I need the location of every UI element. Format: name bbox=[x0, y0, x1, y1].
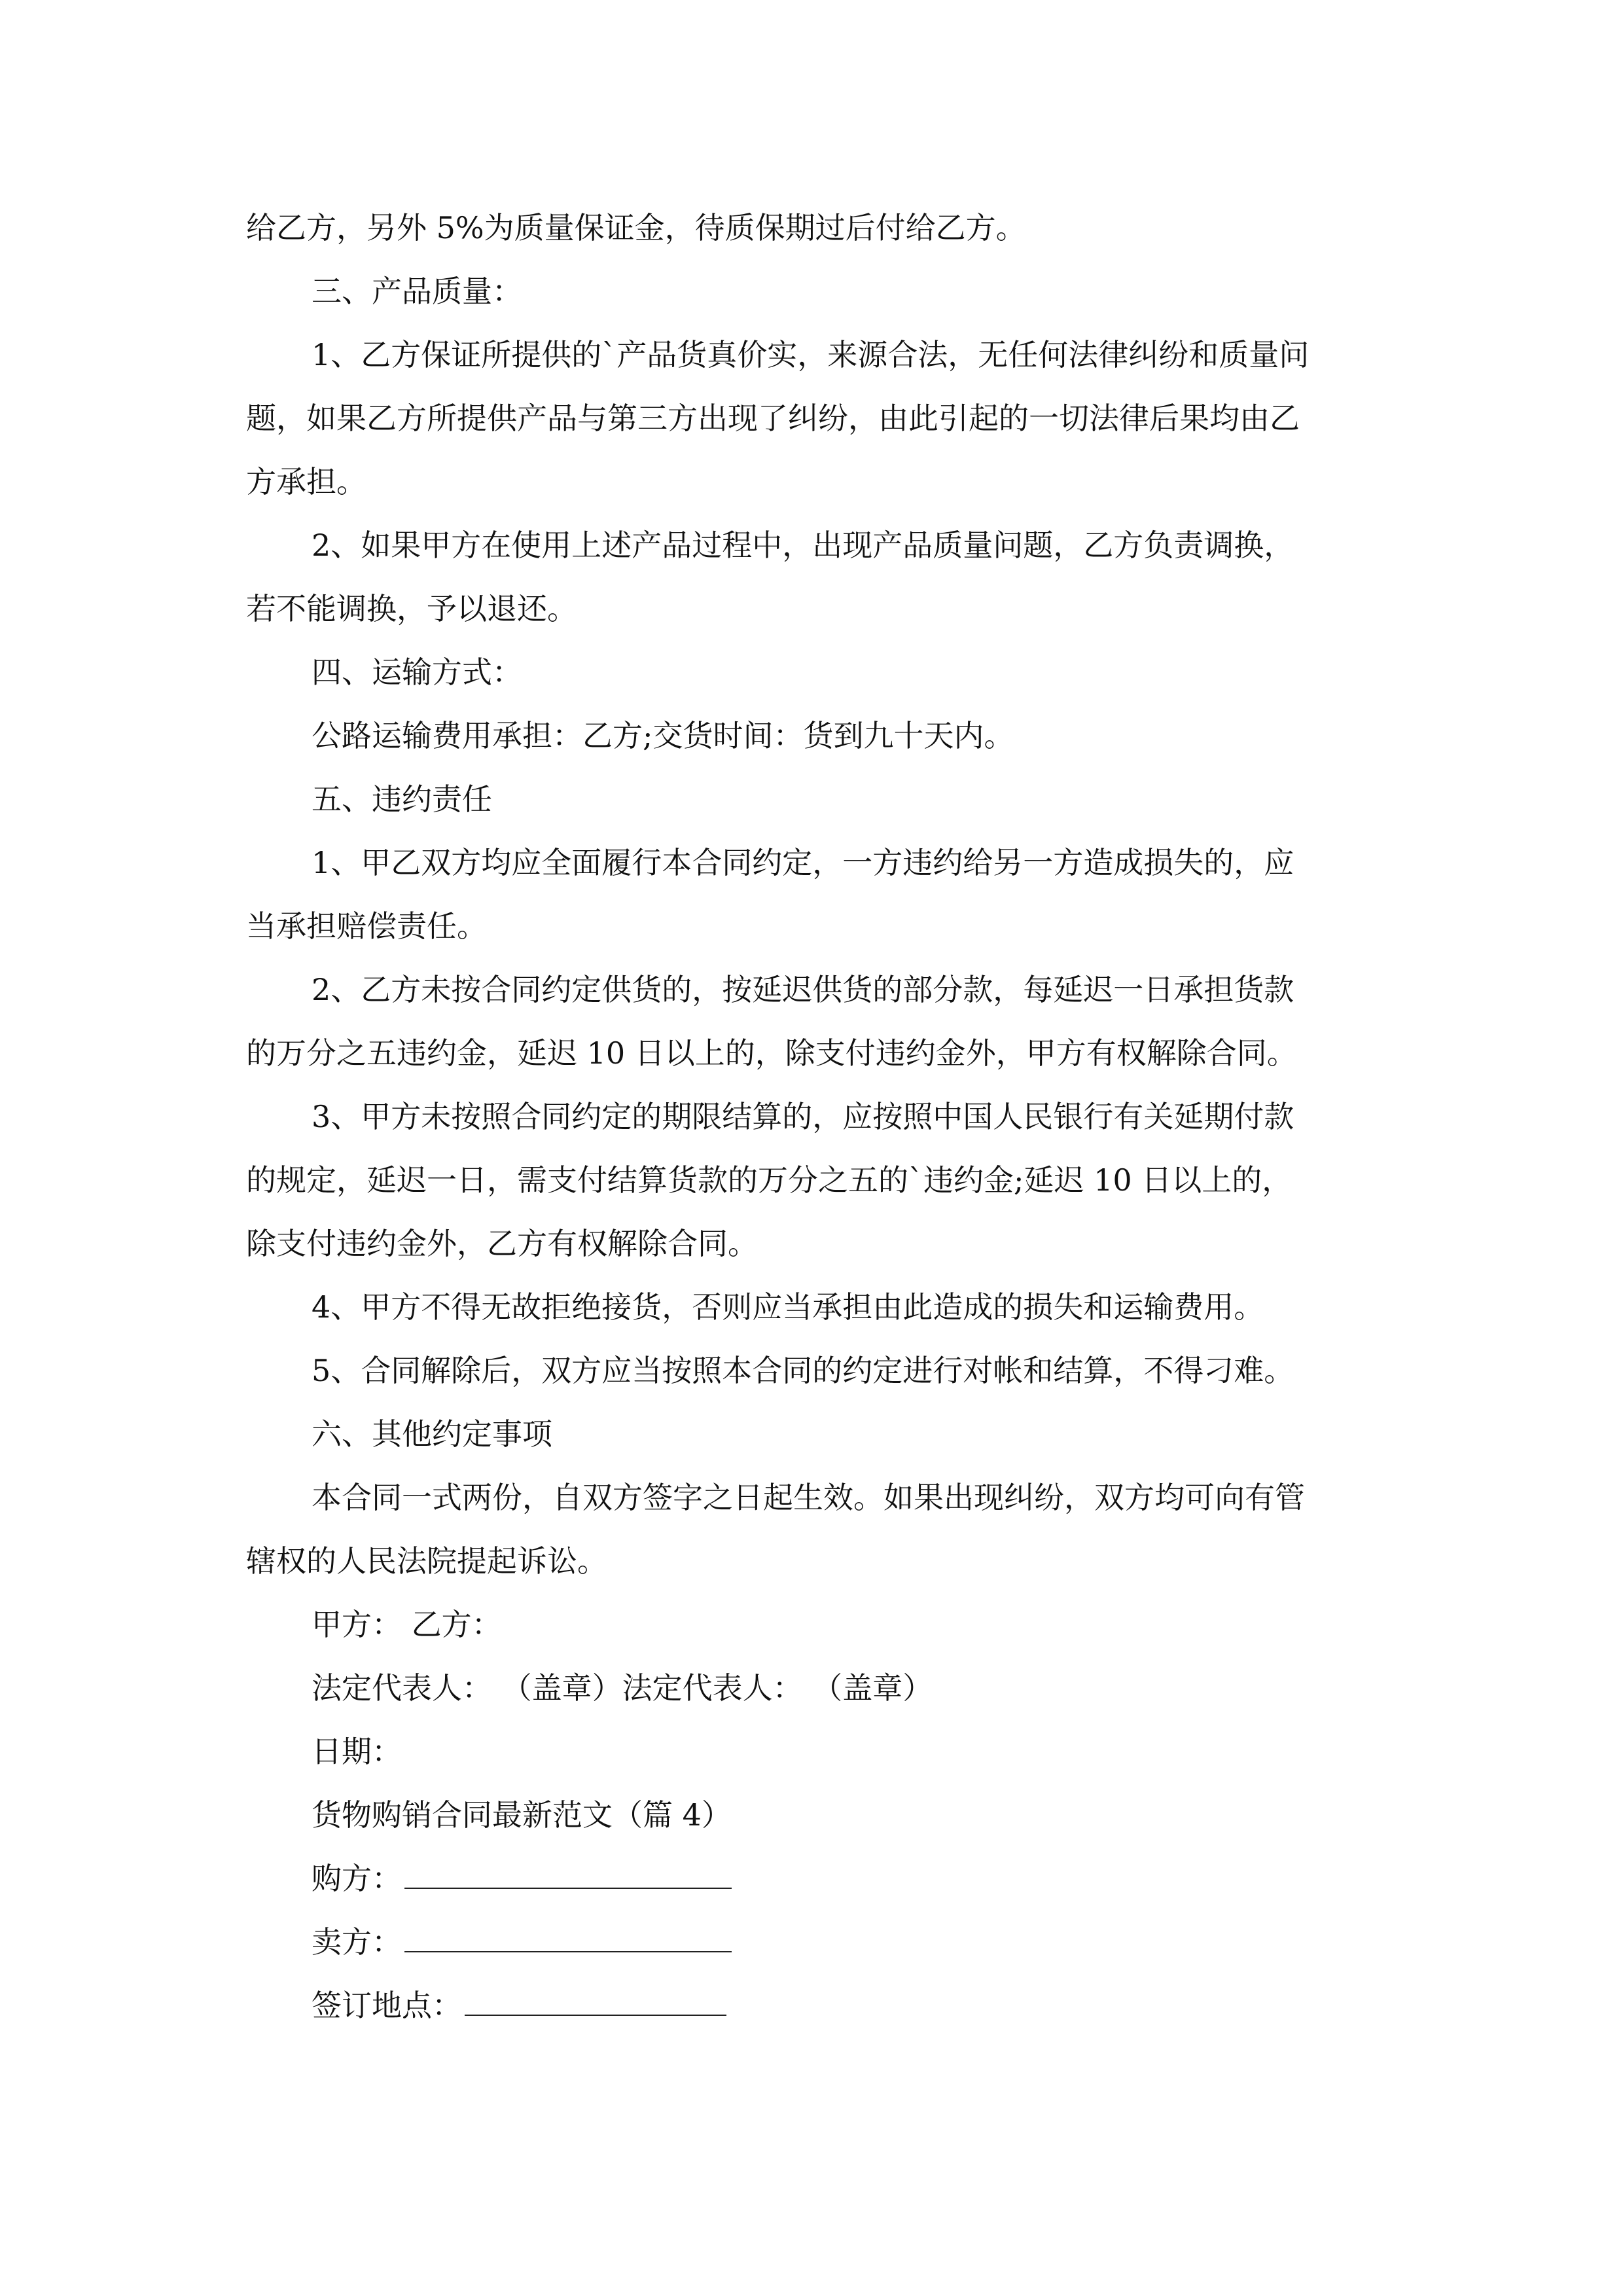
text-line: 方承担。 bbox=[246, 464, 366, 499]
text-line: 1、甲乙双方均应全面履行本合同约定，一方违约给另一方造成损失的，应 bbox=[312, 845, 1294, 880]
field-row bbox=[246, 1910, 1378, 1974]
text-line: 四、运输方式： bbox=[312, 655, 522, 690]
document-body bbox=[246, 196, 1378, 2037]
text-line: 的万分之五违约金，延迟 10 日以上的，除支付违约金外，甲方有权解除合同。 bbox=[246, 1035, 1297, 1071]
fill-in-blank[interactable] bbox=[404, 1848, 732, 1889]
text-line: 六、其他约定事项 bbox=[312, 1416, 552, 1452]
field-row bbox=[246, 1974, 1378, 2037]
text-line: 公路运输费用承担：乙方;交货时间：货到九十天内。 bbox=[312, 718, 1014, 753]
text-line: 三、产品质量： bbox=[312, 274, 522, 309]
text-line: 辖权的人民法院提起诉讼。 bbox=[246, 1543, 607, 1579]
text-line: 给乙方，另外 5%为质量保证金，待质保期过后付给乙方。 bbox=[246, 210, 1026, 245]
text-line: 2、如果甲方在使用上述产品过程中，出现产品质量问题，乙方负责调换， bbox=[312, 528, 1294, 563]
text-line: 五、违约责任 bbox=[312, 781, 492, 817]
fill-in-blank[interactable] bbox=[465, 1975, 726, 2016]
text-line: 题，如果乙方所提供产品与第三方出现了纠纷，由此引起的一切法律后果均由乙 bbox=[246, 401, 1300, 436]
contract-text bbox=[246, 196, 1378, 1847]
text-line: 甲方： 乙方： bbox=[312, 1607, 502, 1642]
text-line: 4、甲方不得无故拒绝接货，否则应当承担由此造成的损失和运输费用。 bbox=[312, 1289, 1264, 1325]
fill-in-blank[interactable] bbox=[404, 1912, 732, 1952]
text-line: 1、乙方保证所提供的`产品货真价实，来源合法，无任何法律纠纷和质量问 bbox=[312, 337, 1310, 372]
text-line: 当承担赔偿责任。 bbox=[246, 908, 487, 944]
text-line: 若不能调换，予以退还。 bbox=[246, 591, 577, 626]
text-line: 货物购销合同最新范文（篇 4） bbox=[312, 1797, 732, 1833]
field-row bbox=[246, 1847, 1378, 1910]
field-label: 卖方： bbox=[312, 1924, 402, 1960]
field-label: 签订地点： bbox=[312, 1988, 462, 2023]
text-line: 的规定，延迟一日，需支付结算货款的万分之五的`违约金;延迟 10 日以上的， bbox=[246, 1162, 1293, 1198]
contract-fields bbox=[246, 1847, 1378, 2037]
text-line: 法定代表人： （盖章）法定代表人： （盖章） bbox=[312, 1670, 933, 1706]
field-label: 购方： bbox=[312, 1861, 402, 1896]
text-line: 除支付违约金外，乙方有权解除合同。 bbox=[246, 1226, 758, 1261]
text-line: 5、合同解除后，双方应当按照本合同的约定进行对帐和结算，不得刁难。 bbox=[312, 1353, 1294, 1388]
text-line: 日期： bbox=[312, 1734, 402, 1769]
text-line: 2、乙方未按合同约定供货的，按延迟供货的部分款，每延迟一日承担货款 bbox=[312, 972, 1294, 1007]
text-line: 本合同一式两份，自双方签字之日起生效。如果出现纠纷，双方均可向有管 bbox=[312, 1480, 1305, 1515]
text-line: 3、甲方未按照合同约定的期限结算的，应按照中国人民银行有关延期付款 bbox=[312, 1099, 1294, 1134]
